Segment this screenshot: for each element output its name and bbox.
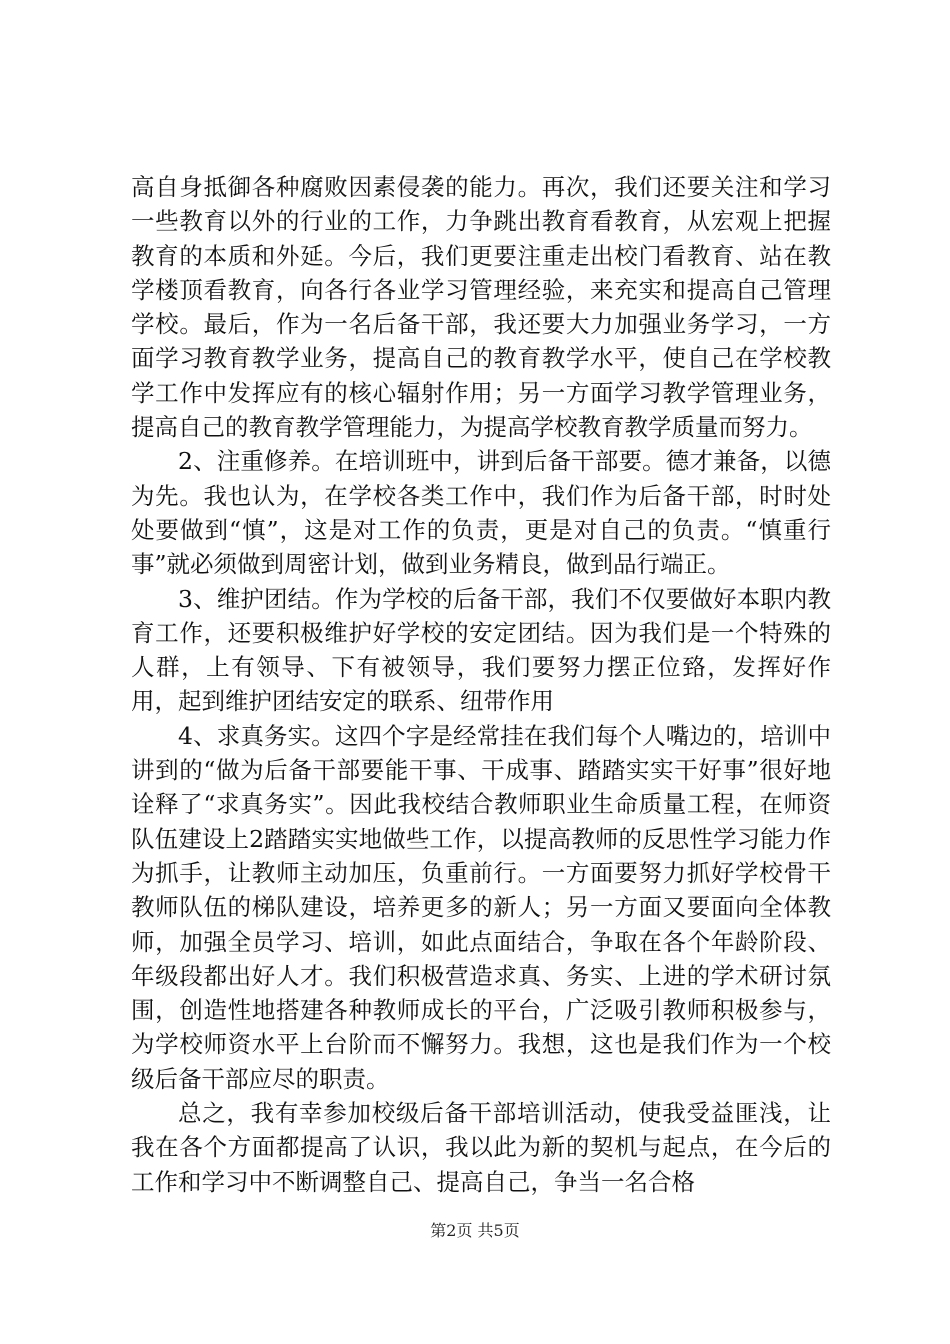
paragraph-conclusion: 总之，我有幸参加校级后备干部培训活动，使我受益匪浅，让我在各个方面都提高了认识，我以此为新的契机与起点，在今后的工作和学习中不断调整自己、提高自己，争当一名合格 [131, 1099, 831, 1196]
paragraph-continuation: 高自身抵御各种腐败因素侵袭的能力。再次，我们还要关注和学习一些教育以外的行业的工作，力争跳出教育看教育，从宏观上把握教育的本质和外延。今后，我们更要注重走出校门看教育、站在教学楼顶看教育，向各行各业学习管理经验，来充实和提高自己管理学校。最后，作为一名后备干部，我还要大力加强业务学习，一方面学习教育教学业务，提高自己的教育教学水平，使自己在学校教学工作中发挥应有的核心辐射作用；另一方面学习教学管理业务，提高自己的教育教学管理能力，为提高学校教育教学质量而努力。 [131, 173, 831, 442]
paragraph-item-2: 2、注重修养。在培训班中，讲到后备干部要。德才兼备，以德为先。我也认为，在学校各类工作中，我们作为后备干部，时时处处要做到“慎”，这是对工作的负责，更是对自己的负责。“慎重行事”就必须做到周密计划，做到业务精良，做到品行端正。 [131, 447, 831, 579]
document-body [131, 170, 831, 1199]
paragraph-item-3: 3、维护团结。作为学校的后备干部，我们不仅要做好本职内教育工作，还要积极维护好学校的安定团结。因为我们是一个特殊的人群，上有领导、下有被领导，我们要努力摆正位臵，发挥好作用，起到维护团结安定的联系、纽带作用 [131, 584, 831, 716]
page-number-footer: 第2页 共5页 [430, 1221, 520, 1240]
paragraph-item-4: 4、求真务实。这四个字是经常挂在我们每个人嘴边的，培训中讲到的“做为后备干部要能干事、干成事、踏踏实实干好事”很好地诠释了“求真务实”。因此我校结合教师职业生命质量工程，在师资队伍建设上2踏踏实实地做些工作，以提高教师的反思性学习能力作为抓手，让教师主动加压，负重前行。一方面要努力抓好学校骨干教师队伍的梯队建设，培养更多的新人；另一方面又要面向全体教师，加强全员学习、培训，如此点面结合，争取在各个年龄阶段、年级段都出好人才。我们积极营造求真、务实、上进的学术研讨氛围，创造性地搭建各种教师成长的平台，广泛吸引教师积极参与，为学校师资水平上台阶而不懈努力。我想，这也是我们作为一个校级后备干部应尽的职责。 [131, 721, 831, 1093]
